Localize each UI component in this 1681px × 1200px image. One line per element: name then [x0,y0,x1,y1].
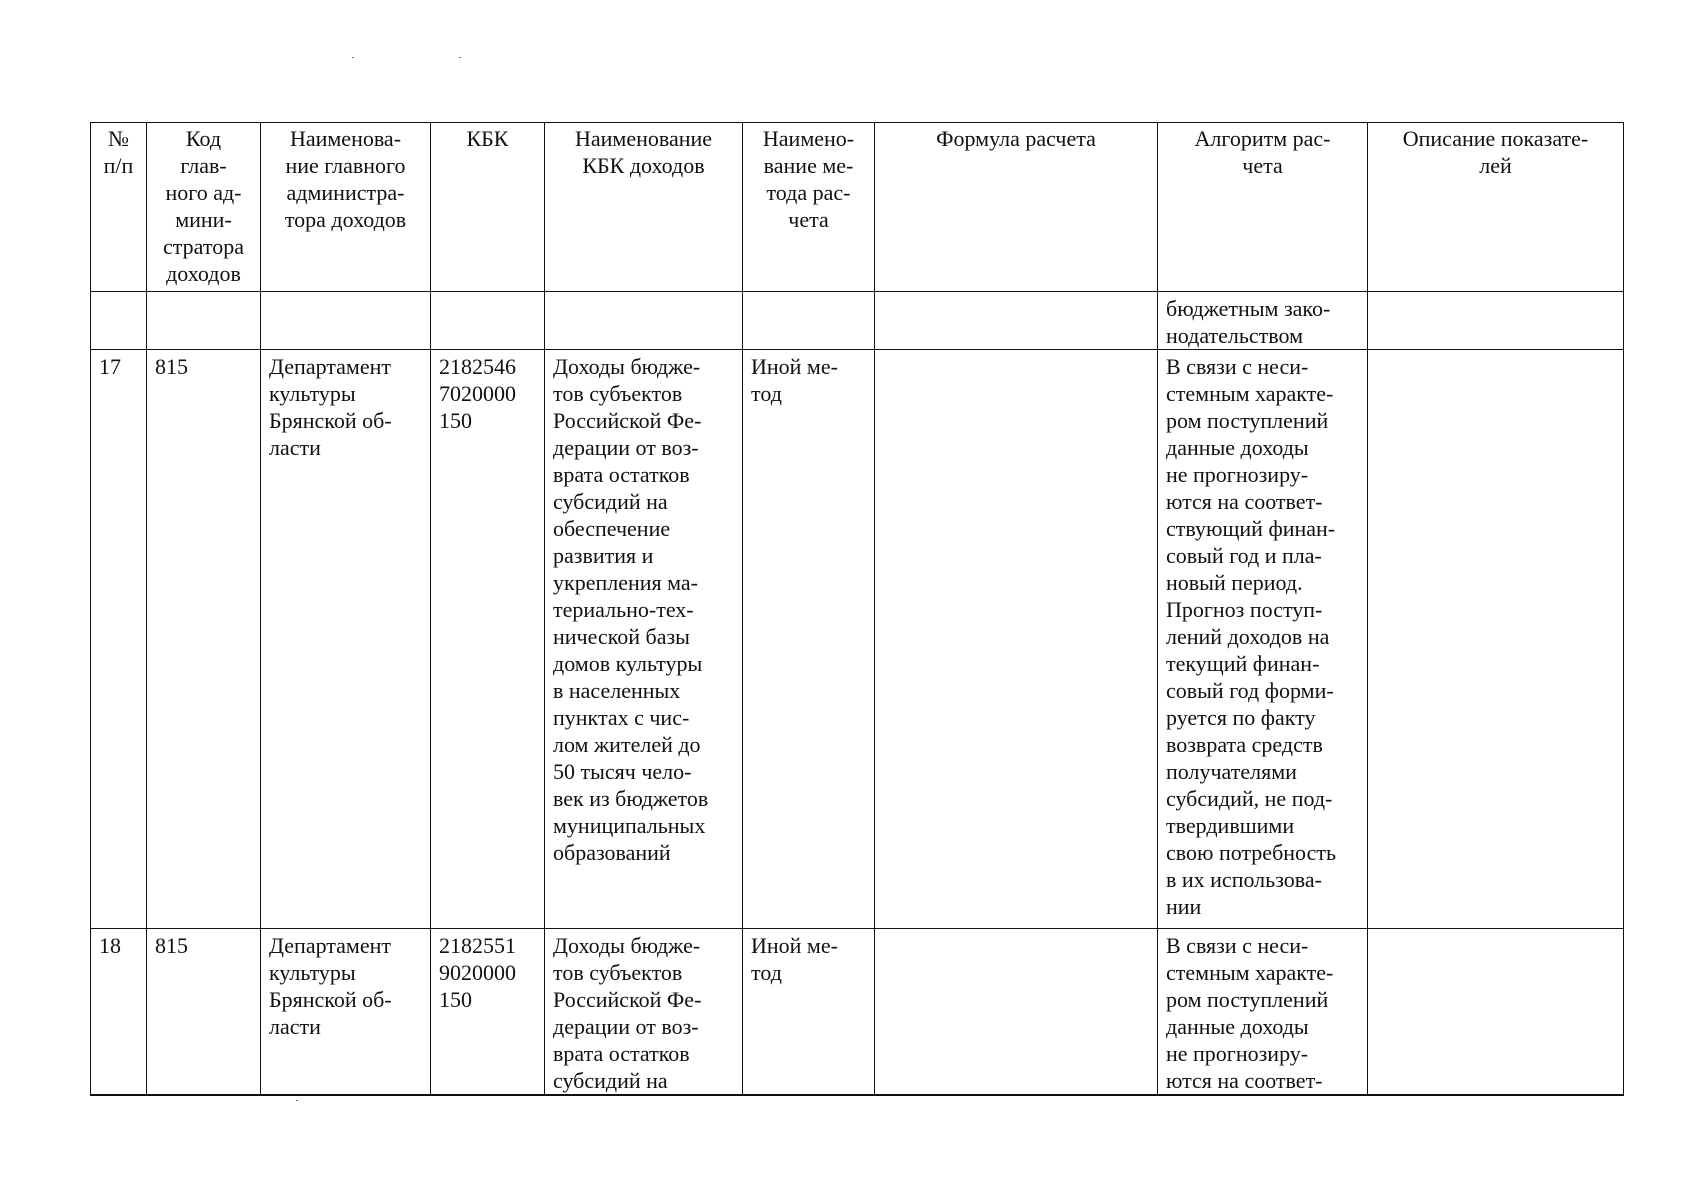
header-algorithm: Алгоритм рас- чета [1158,123,1368,292]
cell-description [1368,350,1624,929]
cell-kbk-name: Доходы бюдже- тов субъектов Российской Фе- дерации от воз- врата остатков субсидий на [545,929,743,1096]
header-admin-code: Код глав- ного ад- мини- стратора доходов [147,123,261,292]
cell-algorithm: В связи с неси- стемным характе- ром поступлений данные доходы не прогнозиру- ются на соответ- ствующий финан- совый год и пла- новый период. Прогноз поступ- лений доходов на текущий финан- совый год форми- руется по факту возврата средств получателями субсидий, не под- твердившими свою потребность в их использова- нии [1158,350,1368,929]
cell-admin-code: 815 [147,350,261,929]
cell-formula [875,929,1158,1096]
table-row-continuation [91,292,1624,350]
cell-description [1368,292,1624,350]
table-row [91,929,1624,1096]
cell-number: 18 [91,929,147,1096]
cell-admin-name [261,292,431,350]
cell-kbk [431,292,545,350]
cell-method: Иной ме- тод [743,929,875,1096]
table-row [91,350,1624,929]
header-kbk-name: Наименование КБК доходов [545,123,743,292]
header-admin-name: Наименова- ние главного администра- тора доходов [261,123,431,292]
scan-speck [352,57,354,58]
cell-admin-name: Департамент культуры Брянской об- ласти [261,929,431,1096]
cell-algorithm: В связи с неси- стемным характе- ром поступлений данные доходы не прогнозиру- ются на соответ- [1158,929,1368,1096]
revenue-forecast-table [90,122,1624,1096]
cell-method [743,292,875,350]
cell-formula [875,292,1158,350]
cell-kbk-name [545,292,743,350]
scan-speck [459,57,461,58]
header-kbk: КБК [431,123,545,292]
cell-number: 17 [91,350,147,929]
header-number: № п/п [91,123,147,292]
header-method: Наимено- вание ме- тода рас- чета [743,123,875,292]
cell-kbk-name: Доходы бюдже- тов субъектов Российской Фе- дерации от воз- врата остатков субсидий на обеспечение развития и укрепления ма- териально-тех- нической базы домов культуры в населенных пунктах с чис- лом жителей до 50 тысяч чело- век из бюджетов муниципальных образований [545,350,743,929]
cell-admin-code [147,292,261,350]
cell-number [91,292,147,350]
cell-kbk: 2182551 9020000 150 [431,929,545,1096]
cell-admin-code: 815 [147,929,261,1096]
cell-kbk: 2182546 7020000 150 [431,350,545,929]
table-header-row [91,123,1624,292]
cell-formula [875,350,1158,929]
cell-description [1368,929,1624,1096]
header-description: Описание показате- лей [1368,123,1624,292]
header-formula: Формула расчета [875,123,1158,292]
cell-method: Иной ме- тод [743,350,875,929]
cell-admin-name: Департамент культуры Брянской об- ласти [261,350,431,929]
scan-speck [296,1100,298,1101]
cell-algorithm: бюджетным зако- нодательством [1158,292,1368,350]
